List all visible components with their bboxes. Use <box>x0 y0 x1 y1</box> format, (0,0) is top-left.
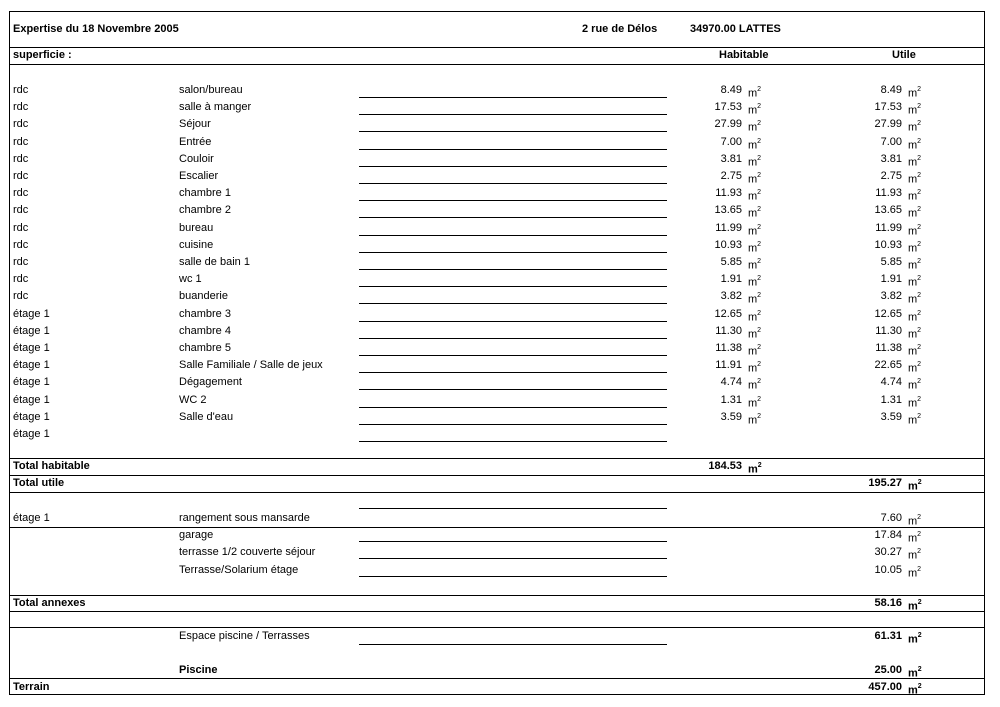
unit: $m^2$ <box>748 172 762 186</box>
unit: $m^2$ <box>748 462 762 476</box>
row-level: rdc <box>13 256 29 268</box>
row-room-name: salle à manger <box>179 101 252 113</box>
unit: $m^2$ <box>908 531 922 545</box>
row-room-name: Dégagement <box>179 376 242 388</box>
row-room-name: Salle Familiale / Salle de jeux <box>179 359 323 371</box>
row-room-name: buanderie <box>179 290 228 302</box>
unit: $m^2$ <box>748 378 762 392</box>
unit: $m^2$ <box>908 206 922 220</box>
unit: $m^2$ <box>908 103 922 117</box>
unit: $m^2$ <box>748 396 762 410</box>
row-room-name: chambre 5 <box>179 342 231 354</box>
address: 2 rue de Délos <box>582 23 658 35</box>
unit: $m^2$ <box>908 172 922 186</box>
annex-name: garage <box>179 529 214 541</box>
row-utile-value: 2.75 <box>880 170 902 182</box>
row-room-name: cuisine <box>179 239 214 251</box>
row-room-name: salle de bain 1 <box>179 256 250 268</box>
row-level: étage 1 <box>13 428 50 440</box>
underline <box>359 372 667 373</box>
unit: $m^2$ <box>908 632 922 646</box>
unit: $m^2$ <box>908 683 922 697</box>
row-level: rdc <box>13 239 29 251</box>
total-habitable-label: Total habitable <box>13 460 90 472</box>
row-room-name: bureau <box>179 222 214 234</box>
row-habitable-value: 13.65 <box>714 204 742 216</box>
row-level: étage 1 <box>13 359 50 371</box>
underline <box>359 235 667 236</box>
superficie-label: superficie : <box>13 49 72 61</box>
unit: $m^2$ <box>908 292 922 306</box>
row-utile-value: 1.31 <box>880 394 902 406</box>
unit: $m^2$ <box>748 413 762 427</box>
divider <box>9 611 985 612</box>
annex-name: Terrasse/Solarium étage <box>179 564 299 576</box>
terrain-label: Terrain <box>13 681 50 693</box>
underline <box>359 558 667 559</box>
row-habitable-value: 2.75 <box>720 170 742 182</box>
row-room-name: Salle d'eau <box>179 411 234 423</box>
underline <box>359 114 667 115</box>
divider <box>9 627 985 628</box>
row-habitable-value: 3.82 <box>720 290 742 302</box>
divider <box>9 475 985 476</box>
unit: $m^2$ <box>908 548 922 562</box>
underline <box>359 269 667 270</box>
row-level: étage 1 <box>13 376 50 388</box>
piscine-value: 25.00 <box>874 664 902 676</box>
row-room-name: Escalier <box>179 170 219 182</box>
annex-level: étage 1 <box>13 512 50 524</box>
row-level: rdc <box>13 101 29 113</box>
unit: $m^2$ <box>908 566 922 580</box>
divider <box>9 458 985 459</box>
unit: $m^2$ <box>748 155 762 169</box>
row-room-name: Couloir <box>179 153 214 165</box>
row-room-name: WC 2 <box>179 394 207 406</box>
total-habitable-value: 184.53 <box>708 460 742 472</box>
underline <box>359 389 667 390</box>
unit: $m^2$ <box>908 120 922 134</box>
total-utile-label: Total utile <box>13 477 65 489</box>
divider <box>9 527 985 528</box>
row-room-name: chambre 1 <box>179 187 231 199</box>
row-utile-value: 1.91 <box>880 273 902 285</box>
row-utile-value: 4.74 <box>880 376 902 388</box>
row-room-name: chambre 2 <box>179 204 231 216</box>
row-utile-value: 8.49 <box>880 84 902 96</box>
row-habitable-value: 3.81 <box>720 153 742 165</box>
row-habitable-value: 7.00 <box>720 136 742 148</box>
divider <box>9 47 985 48</box>
divider <box>9 678 985 679</box>
row-level: étage 1 <box>13 325 50 337</box>
unit: $m^2$ <box>908 224 922 238</box>
unit: $m^2$ <box>908 310 922 324</box>
total-annexes-label: Total annexes <box>13 597 86 609</box>
unit: $m^2$ <box>748 241 762 255</box>
col-habitable-header: Habitable <box>719 49 769 61</box>
row-room-name: chambre 4 <box>179 325 231 337</box>
row-room-name: Séjour <box>179 118 211 130</box>
row-habitable-value: 11.91 <box>715 359 742 371</box>
col-utile-header: Utile <box>892 49 916 61</box>
unit: $m^2$ <box>748 258 762 272</box>
divider <box>9 64 985 65</box>
row-utile-value: 27.99 <box>874 118 902 130</box>
underline <box>359 200 667 201</box>
row-level: étage 1 <box>13 411 50 423</box>
unit: $m^2$ <box>748 138 762 152</box>
unit: $m^2$ <box>908 155 922 169</box>
total-annexes-value: 58.16 <box>874 597 902 609</box>
underline <box>359 355 667 356</box>
row-room-name: Entrée <box>179 136 212 148</box>
row-habitable-value: 1.91 <box>720 273 742 285</box>
row-room-name: wc 1 <box>179 273 202 285</box>
city: 34970.00 LATTES <box>690 23 781 35</box>
unit: $m^2$ <box>908 396 922 410</box>
unit: $m^2$ <box>748 327 762 341</box>
underline <box>359 183 667 184</box>
row-habitable-value: 12.65 <box>714 308 742 320</box>
annex-value: 17.84 <box>874 529 902 541</box>
row-utile-value: 11.99 <box>875 222 902 234</box>
unit: $m^2$ <box>748 292 762 306</box>
row-habitable-value: 11.38 <box>715 342 742 354</box>
underline <box>359 252 667 253</box>
underline <box>359 286 667 287</box>
unit: $m^2$ <box>748 275 762 289</box>
annex-name: terrasse 1/2 couverte séjour <box>179 546 316 558</box>
annex-value: 30.27 <box>874 546 902 558</box>
annex-value: 7.60 <box>880 512 902 524</box>
underline <box>359 441 667 442</box>
total-utile-value: 195.27 <box>868 477 902 489</box>
row-level: rdc <box>13 84 29 96</box>
unit: $m^2$ <box>748 224 762 238</box>
unit: $m^2$ <box>908 327 922 341</box>
piscine-label: Piscine <box>179 664 218 676</box>
unit: $m^2$ <box>748 103 762 117</box>
row-room-name: chambre 3 <box>179 308 231 320</box>
row-utile-value: 11.93 <box>875 187 902 199</box>
unit: $m^2$ <box>908 241 922 255</box>
divider <box>9 492 985 493</box>
row-habitable-value: 1.31 <box>720 394 742 406</box>
row-utile-value: 5.85 <box>880 256 902 268</box>
unit: $m^2$ <box>908 413 922 427</box>
underline <box>359 424 667 425</box>
unit: $m^2$ <box>748 120 762 134</box>
terrain-value: 457.00 <box>868 681 902 693</box>
row-room-name: salon/bureau <box>179 84 243 96</box>
row-utile-value: 12.65 <box>874 308 902 320</box>
annex-name: rangement sous mansarde <box>179 512 310 524</box>
unit: $m^2$ <box>748 361 762 375</box>
underline <box>359 217 667 218</box>
underline <box>359 131 667 132</box>
annex-value: 10.05 <box>874 564 902 576</box>
unit: $m^2$ <box>908 189 922 203</box>
row-utile-value: 11.30 <box>875 325 902 337</box>
row-level: étage 1 <box>13 394 50 406</box>
row-utile-value: 22.65 <box>874 359 902 371</box>
unit: $m^2$ <box>908 599 922 613</box>
row-level: rdc <box>13 170 29 182</box>
row-habitable-value: 10.93 <box>714 239 742 251</box>
unit: $m^2$ <box>748 189 762 203</box>
underline <box>359 644 667 645</box>
underline <box>359 576 667 577</box>
unit: $m^2$ <box>748 344 762 358</box>
row-habitable-value: 8.49 <box>720 84 742 96</box>
unit: $m^2$ <box>908 138 922 152</box>
unit: $m^2$ <box>748 206 762 220</box>
underline <box>359 541 667 542</box>
row-level: rdc <box>13 222 29 234</box>
unit: $m^2$ <box>908 86 922 100</box>
row-utile-value: 3.81 <box>880 153 902 165</box>
row-level: rdc <box>13 290 29 302</box>
row-habitable-value: 4.74 <box>720 376 742 388</box>
row-level: rdc <box>13 118 29 130</box>
underline <box>359 508 667 509</box>
piscine-terrasses-label: Espace piscine / Terrasses <box>179 630 310 642</box>
row-utile-value: 13.65 <box>874 204 902 216</box>
underline <box>359 303 667 304</box>
row-habitable-value: 3.59 <box>720 411 742 423</box>
row-utile-value: 10.93 <box>874 239 902 251</box>
row-level: rdc <box>13 204 29 216</box>
row-utile-value: 17.53 <box>874 101 902 113</box>
unit: $m^2$ <box>908 378 922 392</box>
row-utile-value: 11.38 <box>875 342 902 354</box>
divider <box>9 595 985 596</box>
unit: $m^2$ <box>748 86 762 100</box>
row-level: étage 1 <box>13 342 50 354</box>
unit: $m^2$ <box>908 666 922 680</box>
row-habitable-value: 5.85 <box>720 256 742 268</box>
row-habitable-value: 11.93 <box>715 187 742 199</box>
underline <box>359 97 667 98</box>
unit: $m^2$ <box>908 275 922 289</box>
row-utile-value: 3.59 <box>880 411 902 423</box>
row-level: rdc <box>13 153 29 165</box>
underline <box>359 321 667 322</box>
unit: $m^2$ <box>748 310 762 324</box>
row-habitable-value: 11.99 <box>715 222 742 234</box>
row-level: étage 1 <box>13 308 50 320</box>
underline <box>359 338 667 339</box>
unit: $m^2$ <box>908 514 922 528</box>
unit: $m^2$ <box>908 344 922 358</box>
underline <box>359 166 667 167</box>
row-utile-value: 3.82 <box>880 290 902 302</box>
row-level: rdc <box>13 136 29 148</box>
row-habitable-value: 17.53 <box>714 101 742 113</box>
unit: $m^2$ <box>908 479 922 493</box>
row-habitable-value: 27.99 <box>714 118 742 130</box>
unit: $m^2$ <box>908 361 922 375</box>
unit: $m^2$ <box>908 258 922 272</box>
row-habitable-value: 11.30 <box>715 325 742 337</box>
row-level: rdc <box>13 187 29 199</box>
underline <box>359 149 667 150</box>
row-utile-value: 7.00 <box>880 136 902 148</box>
document-title: Expertise du 18 Novembre 2005 <box>13 23 179 35</box>
underline <box>359 407 667 408</box>
piscine-terrasses-value: 61.31 <box>874 630 902 642</box>
row-level: rdc <box>13 273 29 285</box>
